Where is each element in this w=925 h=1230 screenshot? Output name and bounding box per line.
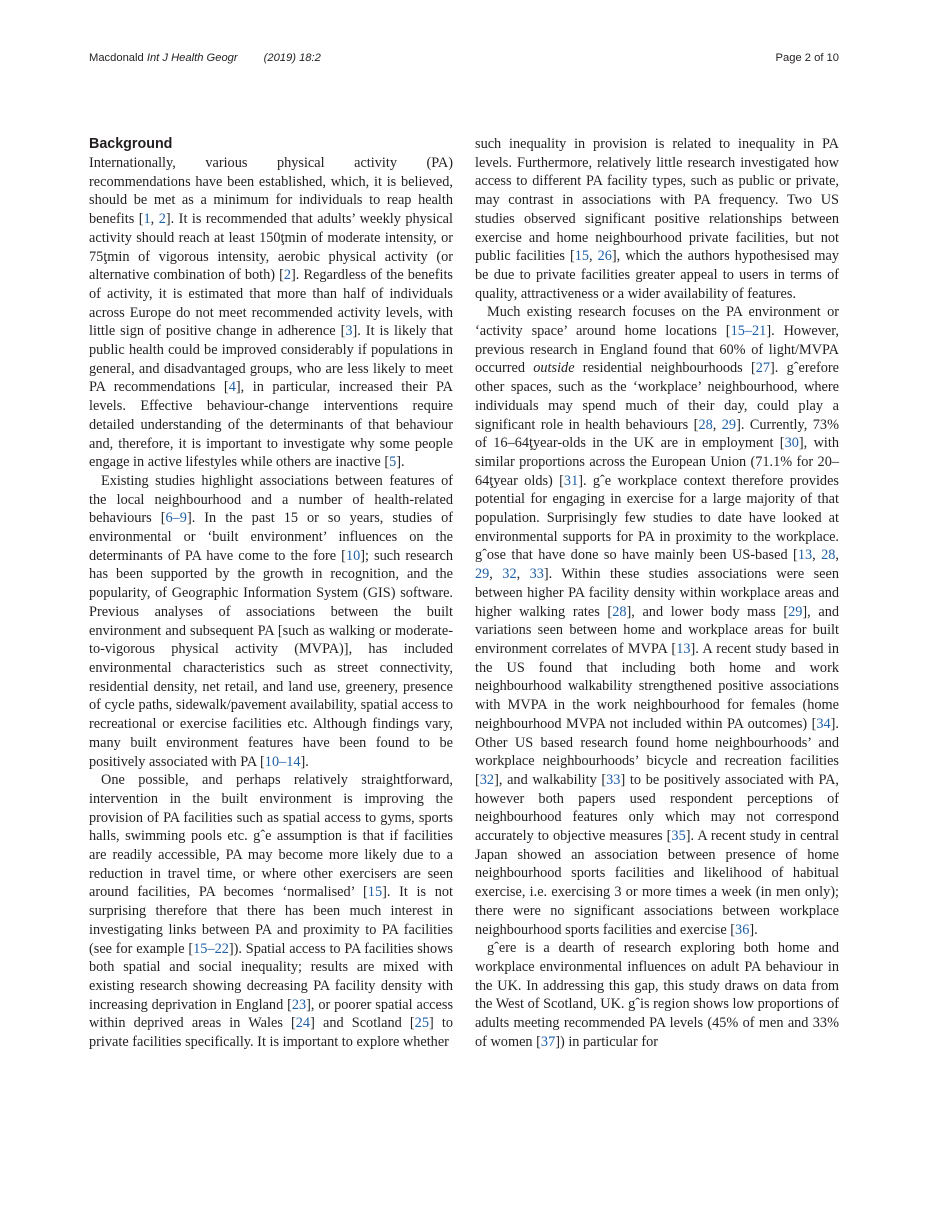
citation-link[interactable]: 32 bbox=[479, 771, 495, 788]
citation-link[interactable]: 2 bbox=[158, 211, 166, 228]
paragraph-text: Internationally, various physical activity (PA) recommendations have been established, which, it is believed, should be met as a minimum for individuals to reap health benefits [ bbox=[89, 155, 453, 228]
paragraph bbox=[89, 472, 453, 771]
paragraph-text: , bbox=[812, 547, 822, 564]
paragraph-text: , bbox=[712, 416, 722, 433]
paragraph-text: ]. bbox=[300, 753, 309, 770]
citation-link[interactable]: 15 bbox=[367, 884, 383, 901]
paragraph bbox=[475, 303, 839, 939]
citation-link[interactable]: 31 bbox=[563, 472, 579, 489]
citation-link[interactable]: 15–21 bbox=[730, 323, 767, 340]
paragraph-text: ], which the authors hypothesised may be due to private facilities greater appeal to users in terms of quality, attractiveness or a wider availability of features. bbox=[475, 248, 839, 302]
citation-link[interactable]: 10–14 bbox=[264, 753, 301, 770]
paragraph-text: ], and variations seen between home and workplace areas for built environment correlates of MVPA [ bbox=[475, 603, 839, 657]
citation-link[interactable]: 28 bbox=[821, 547, 836, 564]
paragraph-text: , bbox=[589, 248, 598, 265]
paragraph-text: ] and Scotland [ bbox=[310, 1015, 415, 1032]
citation-link[interactable]: 24 bbox=[295, 1015, 311, 1032]
citation-link[interactable]: 5 bbox=[389, 454, 397, 471]
citation-link[interactable]: 13 bbox=[797, 547, 813, 564]
paragraph-text: , bbox=[835, 547, 839, 564]
page-number: Page 2 of 10 bbox=[775, 52, 839, 64]
paragraph-text: ]. However, previous research in England found that 60% of light/MVPA occurred bbox=[475, 323, 839, 377]
paragraph-text: Existing studies highlight associations between features of the local neighbourhood and a number of health-related behaviours [ bbox=[89, 472, 453, 527]
citation-link[interactable]: 35 bbox=[671, 828, 686, 845]
paragraph-text: ]. It is not surprising therefore that there has been much interest in investigating links between PA and proximity to PA facilities (see for example [ bbox=[89, 884, 453, 957]
citation-link[interactable]: 2 bbox=[283, 267, 292, 284]
citation-link[interactable]: 30 bbox=[784, 435, 799, 452]
citation-link[interactable]: 33 bbox=[606, 771, 621, 788]
paragraph-text: ], with similar proportions across the European Union (71.1% for 20–64ţyear olds) [ bbox=[475, 435, 840, 489]
citation-link[interactable]: 37 bbox=[540, 1033, 556, 1050]
citation-link[interactable]: 23 bbox=[291, 996, 307, 1013]
citation-link[interactable]: 26 bbox=[597, 248, 612, 265]
paragraph-text: ]. bbox=[749, 921, 758, 938]
paragraph-text: ]. In the past 15 or so years, studies of environmental or ‘built environment’ influences on the determinants of PA have come to the fore [ bbox=[89, 510, 453, 564]
paragraph-text: ]. A recent study based in the US found that including both home and work neighbourhood walkability strengthened positive associations with MVPA in the work neighbourhood for females (home neighbourhood MVPA not included within PA outcomes) [ bbox=[475, 640, 839, 732]
paragraph-text: ]). Spatial access to PA facilities shows both spatial and social inequality; results are mixed with existing research showing decreasing PA facility density with increasing deprivation in England [ bbox=[89, 940, 453, 1013]
paragraph-text: ] to be positively associated with PA, however both papers used respondent perceptions of neighbourhood features only which may not correspond accurately to objective measures [ bbox=[475, 771, 839, 845]
col-right bbox=[475, 135, 839, 1051]
citation-link[interactable]: 28 bbox=[612, 603, 627, 620]
citation-link[interactable]: 29 bbox=[475, 566, 490, 583]
citation-link[interactable]: 29 bbox=[788, 603, 803, 620]
citation-link[interactable]: 28 bbox=[698, 416, 713, 433]
paragraph-text: ]. It is likely that public health could be improved considerably if populations in general, and disadvantaged groups, who are less likely to meet PA recommendations [ bbox=[89, 323, 453, 396]
paragraph-text: ]. Within these studies associations were seen between higher PA facility density within workplace areas and higher walking rates [ bbox=[475, 566, 839, 620]
citation-link[interactable]: 29 bbox=[721, 416, 737, 433]
paragraph-text: ], in particular, increased their PA levels. Effective behaviour-change interventions require detailed understanding of the determinants of that behaviour and, therefore, it is important to investigate why some people engage in active lifestyles while others are inactive [ bbox=[89, 379, 453, 471]
emphasis-text: outside bbox=[533, 360, 575, 377]
paragraph-text: ]. It is recommended that adults’ weekly physical activity should reach at least 150ţmin of moderate intensity, or 75ţmin of vigorous intensity, aerobic physical activity (or alternative combination of both) [ bbox=[89, 211, 454, 284]
citation-link[interactable]: 27 bbox=[755, 360, 771, 377]
paragraph-text: ], and lower body mass [ bbox=[626, 603, 789, 620]
paragraph-text: such inequality in provision is related to inequality in PA levels. Furthermore, relatively little research investigated how access to different PA facility types, such as public or private, may contrast in associations with PA frequency. Two US studies observed significant positive relationships between exercise and home neighbourhood private facilities, but not public facilities [ bbox=[475, 136, 839, 265]
paragraph-text: ]. A recent study in central Japan showed an association between presence of home neighbourhood sports facilities and likelihood of habitual exercise, i.e. exercising 3 or more times a week (in men only); there were no significant associations between workplace neighbourhood sports facilities and exercise [ bbox=[475, 828, 839, 938]
paragraph-text: One possible, and perhaps relatively straightforward, intervention in the built environment is improving the provision of PA facilities such as spatial access to gyms, sports halls, swimming pools etc. gˆe assumption is that if facilities are readily accessible, PA may become more likely due to a reduction in travel time, or where other exercisers are seen around facilities, PA becomes ‘normalised’ [ bbox=[89, 772, 453, 901]
paragraph-text: ]. gˆerefore other spaces, such as the ‘workplace’ neighbourhood, where individuals may spend much of their day, could play a significant role in health behaviours [ bbox=[475, 360, 839, 433]
citation-link[interactable]: 10 bbox=[345, 547, 361, 564]
citation-link[interactable]: 15 bbox=[574, 248, 590, 265]
paragraph-text: ]) in particular for bbox=[555, 1033, 659, 1050]
citation-link[interactable]: 34 bbox=[816, 715, 831, 732]
paragraph-text: Much existing research focuses on the PA environment or ‘activity space’ around home locations [ bbox=[475, 304, 839, 340]
paragraph-text: ]. Other US based research found home neighbourhoods’ and workplace neighbourhoods’ bicycle and recreation facilities [ bbox=[475, 715, 839, 788]
col-left bbox=[89, 135, 453, 1052]
paragraph bbox=[475, 939, 839, 1051]
citation-link[interactable]: 33 bbox=[529, 566, 544, 583]
citation-link[interactable]: 4 bbox=[228, 379, 236, 396]
paragraph-text: , bbox=[489, 566, 503, 583]
paragraph-text: ]. Regardless of the benefits of activity, it is estimated that more than half of individuals across Europe do not meet recommended activity levels, with little sign of positive change in adherence [ bbox=[89, 267, 453, 340]
paragraph-text: ] to private facilities specifically. It is important to explore whether bbox=[89, 1015, 453, 1051]
section-heading: Background bbox=[89, 136, 173, 152]
header-citation bbox=[89, 52, 321, 64]
paragraph bbox=[89, 154, 453, 472]
paragraph-text: ]. bbox=[396, 454, 405, 471]
paragraph-text: , bbox=[150, 211, 159, 228]
paragraph-text: , bbox=[516, 566, 530, 583]
citation-link[interactable]: 3 bbox=[345, 323, 353, 340]
running-header bbox=[89, 52, 839, 66]
citation-link[interactable]: 6–9 bbox=[165, 510, 187, 527]
header-journal: Int J Health Geogr bbox=[146, 52, 238, 64]
paragraph-text: ]. Currently, 73% of 16–64ţyear-olds in the UK are in employment [ bbox=[475, 416, 839, 452]
citation-link[interactable]: 1 bbox=[143, 211, 151, 228]
citation-link[interactable]: 36 bbox=[735, 921, 750, 938]
header-year-volume: (2019) 18:2 bbox=[263, 52, 321, 64]
citation-link[interactable]: 13 bbox=[676, 640, 691, 657]
citation-link[interactable]: 32 bbox=[502, 566, 517, 583]
paragraph-text: ], and walkability [ bbox=[494, 771, 607, 788]
paragraph-text: ]. gˆe workplace context therefore provides potential for engaging in exercise for a large majority of that population. Surprisingly few studies to date have looked at environmental supports for PA in proximity to the workplace. gˆose that have done so have mainly been US-based [ bbox=[475, 472, 839, 564]
paragraph-text: residential neighbourhoods [ bbox=[574, 360, 756, 377]
paragraph-text: gˆere is a dearth of research exploring both home and workplace environmental influences on adult PA behaviour in the UK. In addressing this gap, this study draws on data from the West of Scotland, UK. gˆis region shows low proportions of adults meeting recommended PA levels (45% of men and 33% of women [ bbox=[475, 940, 839, 1050]
header-author: Macdonald bbox=[89, 52, 144, 64]
paragraph bbox=[89, 771, 453, 1052]
paragraph-text: ]; such research has been supported by the growth in recognition, and the popularity, of Geographic Information System (GIS) software. Previous analyses of associations between the built environment and subsequent PA [such as walking or moderate-to-vigorous physical activity (MVPA)], has included environmental characteristics such as street connectivity, residential density, net retail, and land use, greenery, presence of cycle paths, sidewalk/pavement availability, spatial access to recreational or exercise facilities etc. Although findings vary, many built environment features have been found to be positively associated with PA [ bbox=[89, 547, 453, 770]
paragraph bbox=[475, 135, 839, 303]
citation-link[interactable]: 15–22 bbox=[193, 940, 229, 957]
citation-link[interactable]: 25 bbox=[414, 1015, 429, 1032]
paragraph-text: ], or poorer spatial access within deprived areas in Wales [ bbox=[89, 996, 454, 1032]
